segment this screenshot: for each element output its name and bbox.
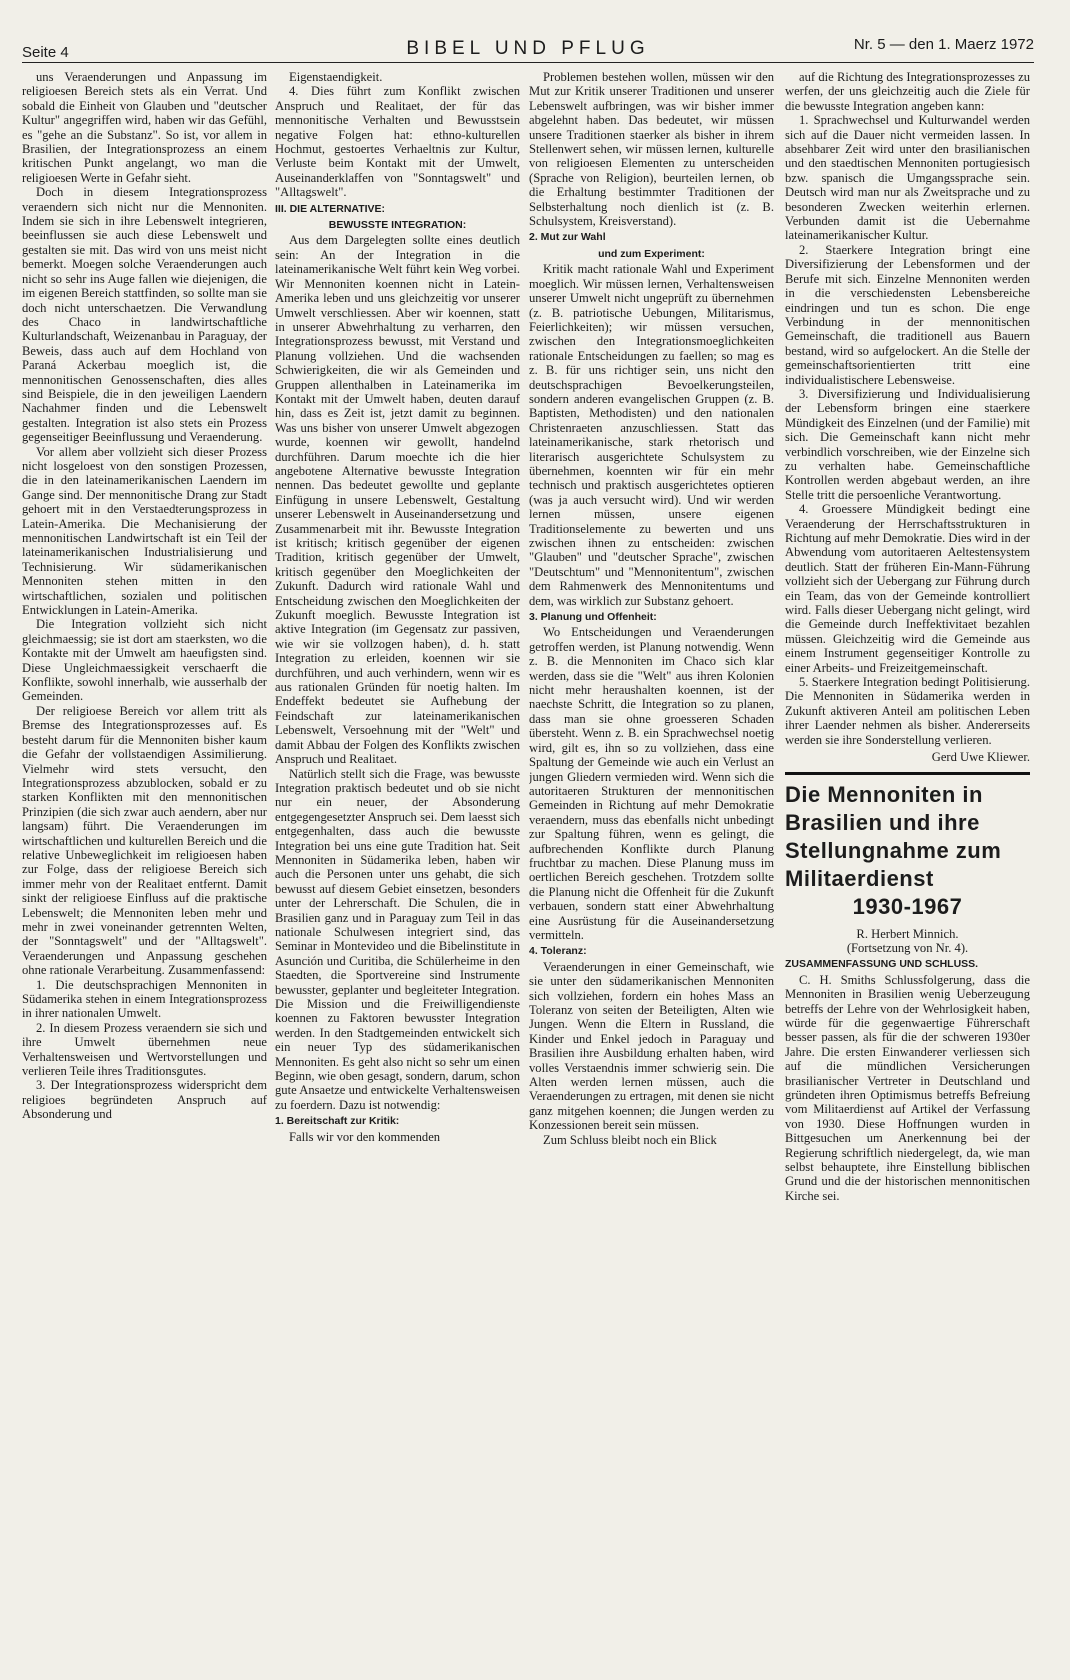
paragraph: 4. Groessere Mündigkeit bedingt eine Veraenderung der Herrschaftsstrukturen in Richtung auf mehr Demokratie. Dies wird in der Abwendung vom autoritaeren Aeltestensystem deutlich. Statt der früheren Ein-Mann-Führung vollzieht sich der Uebergang zur Führung durch ein Team, das von der Gemeinde kontrolliert wird. Falls dieser Uebergang nicht gelingt, wird die Gemeinde durch Ineffektivitaet bezahlen müssen. Gleichzeitig wird die Gemeinde aus einem Instrument gegenseitiger Kontrolle zu einer Arbeits- und Freizeitgemeinschaft. (785, 502, 1030, 675)
paragraph: Der religioese Bereich vor allem tritt als Bremse des Integrationsprozesses auf. Es besteht darum für die Mennoniten bisher kaum die Gefahr der vollstaendigen Assimilierung. Vielmehr wird stets versucht, den Integrationsprozess abzublocken, sobald er zu starken Konflikten mit den mennonitischen Prinzipien (die sich zwar auch aendern, aber nur langsam) führt. Die Veraenderungen im wirtschaftlichen und kulturellen Bereich und die relative Unbeweglichkeit im religioesen haben zur Folge, dass der religioese Bereich sich immer mehr von der Realitaet entfernt. Damit sinkt der religioese Einfluss auf die praktische Lebenswelt; die Mennoniten leben mehr und mehr in zwei voneinander getrennten Welten, der "Sonntagswelt" und der "Alltagswelt". Veraenderungen und Anpassung geschehen ohne rationale Verarbeitung. Zusammenfassend: (22, 703, 267, 978)
article-title-years: 1930-1967 (852, 893, 963, 919)
article-title (785, 781, 1030, 921)
paragraph: uns Veraenderungen und Anpassung im religioesen Bereich stets als ein Verrat. Und sobald die Einheit von Glauben und "deutscher Kultur" angegriffen wird, haben wir das Gefühl, es "gehe an die Substanz". So ist, vor allem in Brasilien, der Integrationsprozess an einem kritischen Punkt angelangt, wo man die religioesen Werte in Gefahr sieht. (22, 70, 267, 185)
paragraph: Falls wir vor den kommenden (289, 1129, 441, 1144)
page-header (22, 34, 1034, 63)
newspaper-title: BIBEL UND PFLUG (406, 38, 650, 59)
paragraph: 4. Dies führt zum Konflikt zwischen Anspruch und Realitaet, der für das mennonitische Verhalten und Bewusstsein negative Folgen hat: ethno-kulturellen Hochmut, gestoertes Verhaeltnis zur Kultur, Verluste beim Kontakt mit der Umwelt, Auseinanderklaffen von "Sonntagswelt" und "Alltagswelt". (275, 84, 520, 200)
paragraph: 2. Staerkere Integration bringt eine Diversifizierung der Lebensformen und der Berufe mit sich. Einzelne Mennoniten werden in die verschiedensten Lebensbereiche eindringen und tun es schon. Die enge Verbindung in der mennonitischen Gemeinschaft, die traditionell aus Bauern bestand, wird so aufgelockert. An die Stelle der gemeinschaftsorientierten tritt eine individualistischere Lebensweise. (785, 242, 1030, 387)
numbered-heading-cont: und zum Experiment: (598, 247, 705, 260)
continuation-note: (Fortsetzung von Nr. 4). (846, 940, 969, 955)
author-signature: Gerd Uwe Kliewer. (931, 750, 1030, 765)
author-byline: R. Herbert Minnich. (856, 926, 959, 941)
page-number: Seite 4 (22, 44, 69, 61)
numbered-heading: 4. Toleranz: (529, 945, 587, 958)
paragraph: Problemen bestehen wollen, müssen wir den Mut zur Kritik unserer Traditionen und unserer Lebenswelt aufbringen, was wir bisher immer abgelehnt haben. Das bedeutet, wir müssen unsere Traditionen staerker als bisher in ihrem Stellenwert sehen, wir müssen lernen, kulturelle von religioesen Elementen zu unterscheiden (Sprache von Religion), beurteilen lernen, ob die Erhaltung bestimmter Traditionen der Selbsterhaltung noch dienlich ist (z. B. Schulsystem, Kreisverstand). (529, 70, 774, 229)
section-heading: ZUSAMMENFASSUNG UND SCHLUSS. (785, 958, 979, 971)
column-1 (22, 70, 267, 1670)
issue-date: Nr. 5 — den 1. Maerz 1972 (853, 36, 1034, 53)
column-3 (529, 70, 774, 1670)
paragraph: 5. Staerkere Integration bedingt Politisierung. Die Mennoniten in Südamerika werden in Zukunft aktiveren Anteil am politischen Leben ihrer Laender nehmen als bisher. Andererseits werden sie ihre Sonderstellung verlieren. (785, 675, 1030, 747)
paragraph: Aus dem Dargelegten sollte eines deutlich sein: An der Integration in die lateinamerikanische Welt führt kein Weg vorbei. Wir Mennoniten koennen nicht in Latein-Amerika leben und uns gleichzeitig vor unserer Umwelt verschliessen. Aber wir koennen, statt in unserer Abwehrhaltung zu verharren, den Integrationsprozess bewusst, mit Verstand und Planung vollziehen. Und die wachsenden Schwierigkeiten, die wir als Gemeinden und Gruppen allenthalben in Lateinamerika im Kontakt mit der Umwelt haben, deuten darauf hin, dass es Zeit ist, jetzt damit zu beginnen. Was uns bisher von unserer Umwelt abgezogen wurde, koennen wir gewollt, handelnd durchführen. Darum moechte ich die hier angebotene Alternative bewusste Integration nennen. Das bedeutet gewollte und geplante Einfügung in unsere Lebenswelt, Gestaltung unserer Lebenswelt in Auseinandersetzung und Zusammenarbeit mit ihr. Bewusste Integration ist kritisch; kritisch gegenüber der eigenen Tradition, kritisch gegenüber der Umwelt, kritisch gegenüber den Moeglichkeiten der Zukunft. Dadurch wird rationale Wahl und Entscheidung zwischen den Moeglichkeiten der Zukunft moeglich. Bewusste Integration ist aktive Integration (im Gegensatz zur passiven, wie wir sie vollzogen haben), d. h. statt Integration zu erleiden, koennen wir sie durchführen, und auch verhindern, wenn wir es aus rationalen Gründen für noetig halten. Im Endeffekt bedeutet sie Aufhebung der Feindschaft zur lateinamerikanischen Lebenswelt, Versoehnung mit der "Welt" und damit Abbau der Folgen des Konflikts zwischen Anspruch und Realitaet. (275, 233, 520, 767)
paragraph: Natürlich stellt sich die Frage, was bewusste Integration praktisch bedeutet und ob sie nicht nur ein neuer, der Absonderung entgegengesetzter Anspruch sei. Dem laesst sich entgegenhalten, dass auch die bewusste Integration bei uns eine gute Tradition hat. Seit Mennoniten in Südamerika leben, haben wir auch die Personen unter uns gehabt, die sich bewusst auf diesem Gebiet einsetzen, besonders unter der Lehrerschaft. Die Schulen, die in Brasilien ganz und in Paraguay zum Teil in das nationale Schulwesen integriert sind, das Seminar in Montevideo und die Bibelinstitute in Asunción und Curitiba, die Schülerheime in den Staedten, die Sportvereine sind Instrumente bewusster, geplanter und begleiteter Integration. Die Mission und die Freiwilligendienste koennen zu Faktoren bewusster Integration werden. In den Stadtgemeinden entwickelt sich ein neuer Typ des südamerikanischen Mennoniten. Es geht also nicht so sehr um einen Beginn, wie oben gesagt, sondern, darum, schon gute Ansaetze und entwickelte Verhaltensweisen zu foerdern. Dazu ist notwendig: (275, 766, 520, 1112)
paragraph: Kritik macht rationale Wahl und Experiment moeglich. Wir müssen lernen, Verhaltensweisen unserer Umwelt nicht ungeprüft zu übernehmen (z. B. patriotische Uebungen, Militarismus, Feierlichkeiten); wir müssen versuchen, zwischen den Integrationsmoeglichkeiten rationale Entscheidungen zu faellen; so mag es z. B. für uns richtiger sein, uns nicht den deutschsprachigen Bevoelkerungsteilen, sondern anderen evangelischen Gruppen (z. B. Baptisten, Methodisten) und den nationalen Christenraeten anzuschliessen. Statt das lateinamerikanische, stark rhetorisch und literarisch ausgerichtete Schulsystem zu übernehmen, koennten wir für ein mehr technisch und praktisch ausgerichtetes optieren (was ja auch versucht wird). Und wir werden lernen müssen, unsere eigenen Traditionselemente zu bewerten und uns zwischen ihnen zu entscheiden: zwischen "Glauben" und "deutscher Sprache", zwischen "Deutschtum" und "Mennonitentum", zwischen dem Rahmenwerk des Mennonitentums und dem, was wirklich zur Substanz gehoert. (529, 262, 774, 608)
article-title-text: Die Mennoniten in Brasilien und ihre Stellungnahme zum Militaerdienst (785, 781, 1002, 891)
paragraph: Vor allem aber vollzieht sich dieser Prozess nicht losgeloest von den sonstigen Prozessen, die in den lateinamerikanischen Laendern im Gange sind. Der mennonitische Drang zur Stadt gehoert mit in den Verstaedterungsprozess in Latein-Amerika. Die Mechanisierung der mennonitischen Landwirtschaft ist ein Teil der lateinamerikanischen Industrialisierung und Technisierung. Wir südamerikanischen Mennoniten stehen mitten in den wirtschaftlichen, sozialen und politischen Entwicklungen in Latein-Amerika. (22, 444, 267, 618)
paragraph: C. H. Smiths Schlussfolgerung, dass die Mennoniten in Brasilien wenig Ueberzeugung betreffs der Lehre von der Wehrlosigkeit haben, würde für die gegenwaertige Führerschaft besser passen, als für die der schweren 1930er Jahre. Die ersten Einwanderer verliessen sich auf die mündlichen Versicherungen brasilianischer Vertreter in Deutschland und gründeten ihren Optimismus betreffs Befreiung vom Militaerdienst auf Artikel der Verfassung von 1930. Diese Hoffnungen wurden in Bittgesuchen um Anerkennung bei der Regierung schriftlich niedergelegt, da, wie man selbst behauptete, ihre Einstellung biblischen Grund und die der historischen mennonitischen Kirche sei. (785, 972, 1030, 1203)
column-4 (785, 70, 1030, 1670)
numbered-heading: 1. Bereitschaft zur Kritik: (275, 1115, 400, 1128)
paragraph: Die Integration vollzieht sich nicht gleichmaessig; sie ist dort am staerksten, wo die Kontakte mit der Umwelt am haeufigsten sind. Diese Ungleichmaessigkeit verschaerft die Konflikte, sowohl innerhalb, wie ausserhalb der Gemeinden. (22, 617, 267, 704)
paragraph: Zum Schluss bleibt noch ein Blick (543, 1132, 717, 1147)
paragraph: Veraenderungen in einer Gemeinschaft, wie sie unter den südamerikanischen Mennoniten sich vollziehen, fordern ein hohes Mass an Toleranz von seiten der Beteiligten, Alten wie Jungen. Wenn die Eltern in Russland, die Kinder und Enkel jedoch in Paraguay und Brasilien ihre Ausbildung erhalten haben, wird volles Verstaendnis immer schwierig sein. Die Alten werden lernen müssen, auch die Veraenderungen zu ertragen, mit denen sie nicht ganz mitgehen koennen; die Jungen werden zu Konzessionen bereit sein müssen. (529, 959, 774, 1133)
paragraph: 1. Die deutschsprachigen Mennoniten in Südamerika stehen in einem Integrationsprozess in ihrer nationalen Umwelt. (22, 977, 267, 1021)
divider (785, 772, 1030, 775)
paragraph: auf die Richtung des Integrationsprozesses zu werfen, der uns gleichzeitig auch die Ziele für die bewusste Integration angeben kann: (785, 70, 1030, 113)
numbered-heading: 3. Planung und Offenheit: (529, 611, 657, 624)
paragraph: 1. Sprachwechsel und Kulturwandel werden sich auf die Dauer nicht vermeiden lassen. In absehbarer Zeit wird unter den brasilianischen und den staedtischen Mennoniten portugiesisch bzw. spanisch die Umgangssprache sein. Deutsch wird man nur als Zweitsprache und zu besonderen Zwecken weiterhin erlernen. Verbunden damit ist die Uebernahme lateinamerikanischer Kultur. (785, 113, 1030, 243)
paragraph: 2. In diesem Prozess veraendern sie sich und ihre Umwelt übernehmen neue Verhaltensweisen und Wertvorstellungen und verlieren Teile ihres Traditionsgutes. (22, 1020, 267, 1079)
paragraph: Wo Entscheidungen und Veraenderungen getroffen werden, ist Planung notwendig. Wenn z. B. die Mennoniten im Chaco sich klar werden, dass sie die "Welt" aus ihren Kolonien nicht mehr heraushalten koennen, ist der naechste Schritt, die Integration so zu planen, dass man sie ohne groesseren Schaden übersteht. Wenn z. B. ein Sprachwechsel noetig wird, gilt es, ihn so zu vollziehen, dass eine Spaltung der Gemeinde wie auch ein Verlust an jungen Gliedern vermieden wird. Wenn sich die autoritaeren Strukturen der mennonitischen Gemeinden in Richtung auf mehr Demokratie veraendern, muss das ebenfalls nicht unbedingt zur Spaltung führen, wenn es gelingt, die aufbrechenden Konflikte durch Planung fruchtbar zu machen. Diese Planung muss im oertlichen Bereich geschehen. Trotzdem sollte die Planung nicht die Offenheit für die Zukunft verbauen, sondern statt einer Abwehrhaltung eine Ausrüstung für die Auseinandersetzung vermitteln. (529, 625, 774, 942)
numbered-heading: 2. Mut zur Wahl (529, 231, 606, 244)
section-subheading: BEWUSSTE INTEGRATION: (328, 219, 467, 232)
paragraph: 3. Diversifizierung und Individualisierung der Lebensform bringen eine staerkere Mündigkeit des Einzelnen (und der Familie) mit sich. Die Gemeinschaft kann nicht mehr verbindlich vorschreiben, wie der Einzelne sich zu verhalten habe. Gemeinschaftliche Kontrollen werden abgebaut werden, an ihre Stelle tritt die persoenliche Verantwortung. (785, 386, 1030, 502)
column-2 (275, 70, 520, 1670)
paragraph: Eigenstaendigkeit. (289, 70, 383, 84)
section-heading: III. DIE ALTERNATIVE: (275, 202, 386, 215)
paragraph: Doch in diesem Integrationsprozess veraendern sich nicht nur die Mennoniten. Indem sie sich in ihre Lebenswelt integrieren, beeinflussen sie auch diese Lebenswelt und gestalten sie mit. Das wird von uns meist nicht bemerkt. Moegen solche Veraenderungen auch nicht so sehr ins Auge fallen wie diejenigen, die im eigenen Bereich stattfinden, so sollte man sie doch nicht unterschaetzen. Die Verwandlung des Chaco in landwirtschaftliche Kulturlandschaft, Weizenanbau in Paraguay, der Beweis, dass auch auf dem Hochland von Paraná Ackerbau moeglich ist, die mennonitischen Genossenschaften, dies alles sind Beispiele, die in den jeweiligen Laendern Nachahmer finden und die Lebenswelt gestalten. Integration ist also stets ein Prozess gegenseitiger Beeinflussung und Veraenderung. (22, 185, 267, 445)
paragraph: 3. Der Integrationsprozess widerspricht dem religioes begründeten Anspruch auf Absonderung und (22, 1078, 267, 1122)
